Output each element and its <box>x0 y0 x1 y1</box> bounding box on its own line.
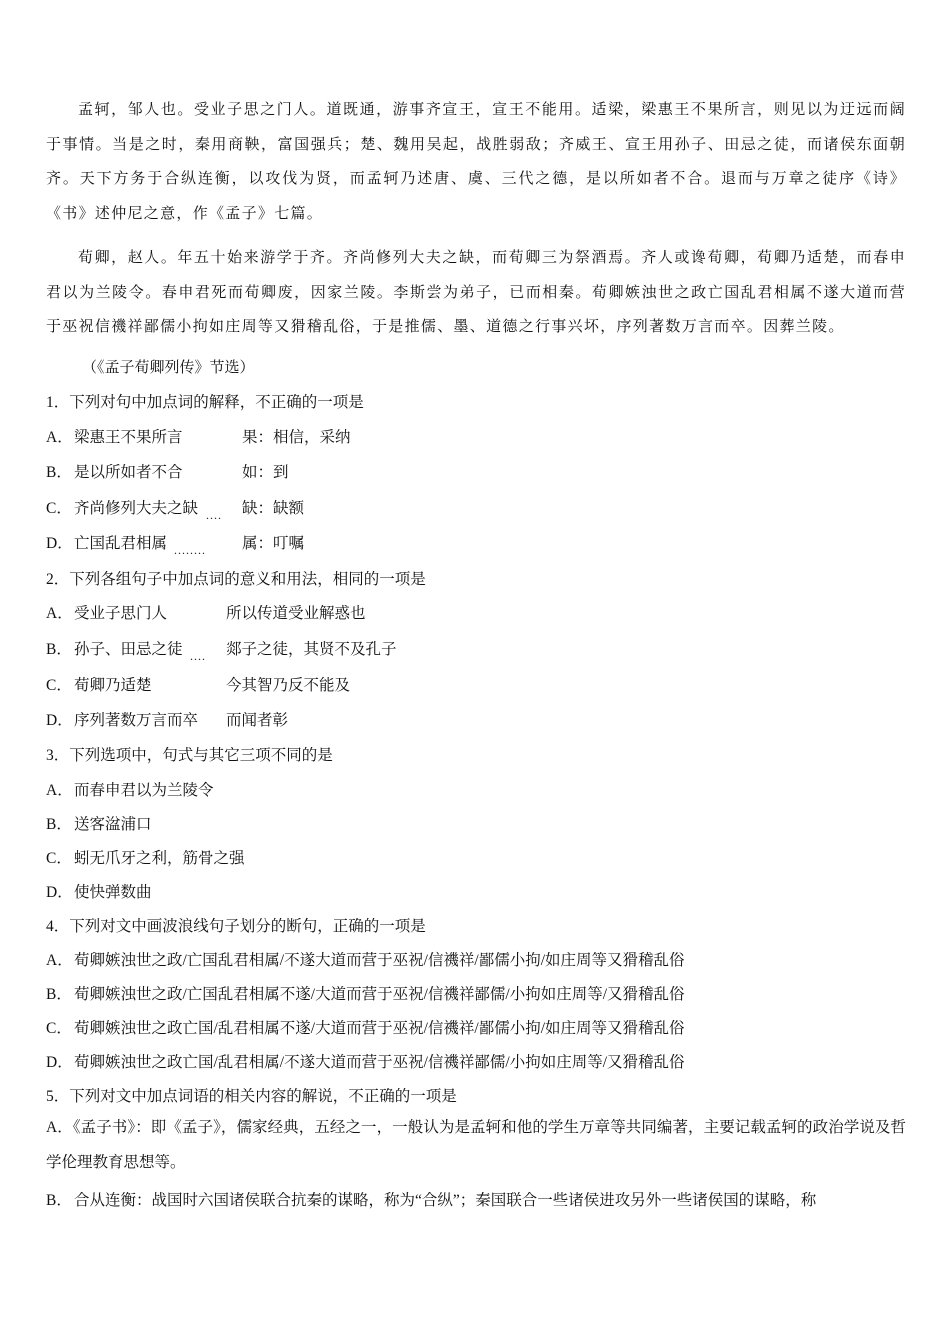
option-note: 而闻者彰 <box>226 712 289 729</box>
option-label: B． <box>46 986 72 1003</box>
option-label: D． <box>46 535 73 552</box>
option-label: A． <box>46 429 73 446</box>
question-5-stem: 5．下列对文中加点词语的相关内容的解说，不正确的一项是 <box>46 1088 457 1105</box>
question-3-option-b <box>46 812 152 834</box>
option-text: 梁惠王不果所言 <box>74 429 183 446</box>
option-label: D． <box>46 712 73 729</box>
option-text: 齐尚修列大夫之缺 <box>74 500 199 517</box>
question-3-option-a <box>46 778 214 800</box>
option-text: 荀卿嫉浊世之政/亡国乱君相属不遂/大道而营于巫祝/信禨祥鄙儒/小拘如庄周等/又猾稽乱俗 <box>74 986 685 1003</box>
question-3-stem: 3．下列选项中，句式与其它三项不同的是 <box>46 747 333 764</box>
question-2-option-b <box>46 637 397 663</box>
option-text: 亡国乱君相属 <box>74 535 168 552</box>
passage-paragraph-xunzi: 荀卿，赵人。年五十始来游学于齐。齐尚修列大夫之缺，而荀卿三为祭酒焉。齐人或谗荀卿，荀卿乃适楚，而春申君以为兰陵令。春申君死而荀卿废，因家兰陵。李斯尝为弟子，已而相秦。荀卿嫉浊世之政亡国乱君相属不遂大道而营于巫祝信禨祥鄙儒小拘如庄周等又猾稽乱俗，于是推儒、墨、道德之行事兴坏，序列著数万言而卒。因葬兰陵。 <box>46 248 906 335</box>
question-4-option-b <box>46 982 685 1004</box>
option-text: 送客湓浦口 <box>74 816 152 833</box>
option-text: 序列著数万言而卒 <box>74 712 199 729</box>
question-4-option-d <box>46 1050 685 1072</box>
option-note: 所以传道受业解惑也 <box>226 605 366 622</box>
option-label: B． <box>46 641 72 658</box>
question-3-option-c <box>46 846 245 868</box>
option-text: 使快弹数曲 <box>74 884 152 901</box>
option-text: 蚓无爪牙之利，筋骨之强 <box>74 850 245 867</box>
option-text: 《孟子书》：即《孟子》，儒家经典，五经之一，一般认为是孟轲和他的学生万章等共同编著，主要记载孟轲的政治学说及哲学伦理教育思想等。 <box>46 1119 906 1171</box>
option-text: 荀卿嫉浊世之政亡国/乱君相属/不遂大道而营于巫祝/信禨祥鄙儒/小拘如庄周等/又猾稽乱俗 <box>74 1054 685 1071</box>
question-2-option-a <box>46 601 366 623</box>
question-3-option-d <box>46 880 152 902</box>
option-text: 荀卿乃适楚 <box>74 677 152 694</box>
question-5-option-a <box>46 1111 906 1180</box>
option-text: 荀卿嫉浊世之政/亡国乱君相属/不遂大道而营于巫祝/信禨祥/鄙儒小拘/如庄周等又猾稽乱俗 <box>74 952 685 969</box>
option-label: A． <box>46 1119 73 1136</box>
option-label: D． <box>46 884 73 901</box>
option-label: C． <box>46 677 72 694</box>
question-1-option-d <box>46 531 305 557</box>
option-text: 荀卿嫉浊世之政亡国/乱君相属不遂/大道而营于巫祝/信禨祥/鄙儒小拘/如庄周等又猾稽乱俗 <box>74 1020 685 1037</box>
option-label: B． <box>46 464 72 481</box>
question-1-stem: 1．下列对句中加点词的解释，不正确的一项是 <box>46 394 364 411</box>
emphasis-dots: .... <box>190 649 206 663</box>
option-text: 而春申君以为兰陵令 <box>74 782 214 799</box>
option-label: A． <box>46 952 73 969</box>
option-note: 属：叮嘱 <box>242 535 305 552</box>
passage-source: （《孟子荀卿列传》节选） <box>82 360 255 376</box>
option-note: 缺：缺额 <box>242 500 305 517</box>
option-label: C． <box>46 500 72 517</box>
question-1-option-b <box>46 460 289 482</box>
question-4-stem: 4．下列对文中画波浪线句子划分的断句，正确的一项是 <box>46 918 426 935</box>
option-text: 受业子思门人 <box>74 605 168 622</box>
question-2-stem: 2．下列各组句子中加点词的意义和用法，相同的一项是 <box>46 571 426 588</box>
question-5-option-b <box>46 1188 816 1210</box>
option-label: C． <box>46 850 72 867</box>
question-1-option-c <box>46 496 305 522</box>
option-note: 今其智乃反不能及 <box>226 677 351 694</box>
emphasis-dots: .... <box>206 508 222 522</box>
option-text: 孙子、田忌之徒 <box>74 641 183 658</box>
option-note: 果：相信，采纳 <box>242 429 351 446</box>
question-2-option-d <box>46 708 289 730</box>
passage-paragraph-mencius: 孟轲，邹人也。受业子思之门人。道既通，游事齐宣王，宣王不能用。适梁，梁惠王不果所言，则见以为迂远而阔于事情。当是之时，秦用商鞅，富国强兵；楚、魏用吴起，战胜弱敌；齐威王、宣王用孙子、田忌之徒，而诸侯东面朝齐。天下方务于合纵连衡，以攻伐为贤，而孟轲乃述唐、虞、三代之德，是以所如者不合。退而与万章之徒序《诗》《书》述仲尼之意，作《孟子》七篇。 <box>46 100 906 222</box>
option-text: 是以所如者不合 <box>74 464 183 481</box>
option-label: B． <box>46 816 72 833</box>
question-4-option-c <box>46 1016 685 1038</box>
option-label: A． <box>46 782 73 799</box>
option-note: 郯子之徒，其贤不及孔子 <box>226 641 397 658</box>
option-note: 如：到 <box>242 464 289 481</box>
option-label: D． <box>46 1054 73 1071</box>
question-2-option-c <box>46 673 351 695</box>
option-label: A． <box>46 605 73 622</box>
option-label: C． <box>46 1020 72 1037</box>
option-text: 合从连衡：战国时六国诸侯联合抗秦的谋略，称为“合纵”；秦国联合一些诸侯进攻另外一些诸侯国的谋略，称 <box>74 1192 817 1209</box>
emphasis-dots: ........ <box>174 543 206 557</box>
question-1-option-a <box>46 425 351 447</box>
question-4-option-a <box>46 948 685 970</box>
option-label: B． <box>46 1192 72 1209</box>
